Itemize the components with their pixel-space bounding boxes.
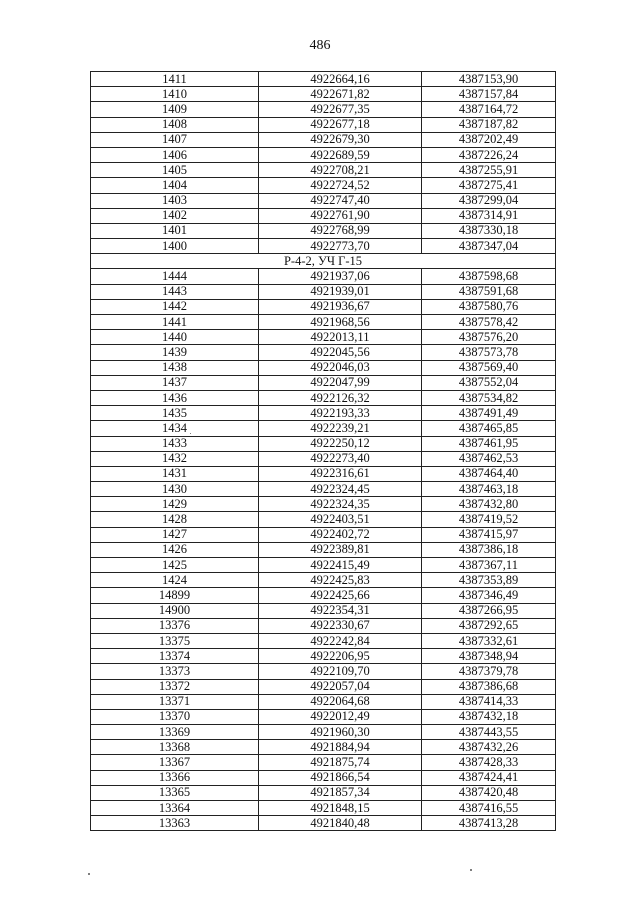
point-number-cell: 1406 — [91, 147, 259, 162]
table-row — [91, 603, 556, 618]
x-coordinate-cell: 4922316,61 — [259, 466, 422, 481]
x-coordinate-cell: 4922724,52 — [259, 178, 422, 193]
table-row — [91, 527, 556, 542]
table-row — [91, 512, 556, 527]
x-coordinate-cell: 4922064,68 — [259, 694, 422, 709]
point-number-cell: 1438 — [91, 360, 259, 375]
table-row — [91, 345, 556, 360]
table-row — [91, 588, 556, 603]
x-coordinate-cell: 4921875,74 — [259, 755, 422, 770]
table-row — [91, 542, 556, 557]
table-row — [91, 72, 556, 87]
y-coordinate-cell: 4387573,78 — [422, 345, 556, 360]
point-number-cell: 1411 — [91, 72, 259, 87]
point-number-cell: 1409 — [91, 102, 259, 117]
y-coordinate-cell: 4387386,18 — [422, 542, 556, 557]
point-number-cell: 13375 — [91, 633, 259, 648]
table-row — [91, 375, 556, 390]
point-number-cell: 1426 — [91, 542, 259, 557]
point-number-cell: 1439 — [91, 345, 259, 360]
table-row — [91, 406, 556, 421]
point-number-cell: 13368 — [91, 740, 259, 755]
y-coordinate-cell: 4387598,68 — [422, 269, 556, 284]
x-coordinate-cell: 4922239,21 — [259, 421, 422, 436]
y-coordinate-cell: 4387461,95 — [422, 436, 556, 451]
x-coordinate-cell: 4922045,56 — [259, 345, 422, 360]
point-number-cell: 1432 — [91, 451, 259, 466]
y-coordinate-cell: 4387424,41 — [422, 770, 556, 785]
y-coordinate-cell: 4387552,04 — [422, 375, 556, 390]
table-row — [91, 193, 556, 208]
y-coordinate-cell: 4387465,85 — [422, 421, 556, 436]
point-number-cell: 1436 — [91, 390, 259, 405]
table-row — [91, 770, 556, 785]
x-coordinate-cell: 4922425,66 — [259, 588, 422, 603]
x-coordinate-cell: 4922242,84 — [259, 633, 422, 648]
table-row — [91, 497, 556, 512]
x-coordinate-cell: 4921936,67 — [259, 299, 422, 314]
point-number-cell: 1434 — [91, 421, 259, 436]
table-row — [91, 573, 556, 588]
x-coordinate-cell: 4922324,45 — [259, 482, 422, 497]
y-coordinate-cell: 4387153,90 — [422, 72, 556, 87]
x-coordinate-cell: 4922689,59 — [259, 147, 422, 162]
point-number-cell: 1431 — [91, 466, 259, 481]
point-number-cell: 1403 — [91, 193, 259, 208]
y-coordinate-cell: 4387292,65 — [422, 618, 556, 633]
y-coordinate-cell: 4387419,52 — [422, 512, 556, 527]
y-coordinate-cell: 4387462,53 — [422, 451, 556, 466]
x-coordinate-cell: 4922679,30 — [259, 132, 422, 147]
point-number-cell: 1407 — [91, 132, 259, 147]
table-row — [91, 330, 556, 345]
point-number-cell: 1410 — [91, 87, 259, 102]
x-coordinate-cell: 4921939,01 — [259, 284, 422, 299]
point-number-cell: 13370 — [91, 709, 259, 724]
point-number-cell: 1402 — [91, 208, 259, 223]
table-row — [91, 299, 556, 314]
table-row — [91, 421, 556, 436]
x-coordinate-cell: 4922206,95 — [259, 649, 422, 664]
point-number-cell: 1428 — [91, 512, 259, 527]
y-coordinate-cell: 4387432,80 — [422, 497, 556, 512]
table-row — [91, 239, 556, 254]
table-row — [91, 664, 556, 679]
scan-speck — [470, 869, 472, 871]
y-coordinate-cell: 4387332,61 — [422, 633, 556, 648]
table-row — [91, 436, 556, 451]
point-number-cell: 1440 — [91, 330, 259, 345]
point-number-cell: 1443 — [91, 284, 259, 299]
y-coordinate-cell: 4387164,72 — [422, 102, 556, 117]
point-number-cell: 14899 — [91, 588, 259, 603]
y-coordinate-cell: 4387255,91 — [422, 163, 556, 178]
point-number-cell: 13363 — [91, 816, 259, 831]
y-coordinate-cell: 4387591,68 — [422, 284, 556, 299]
table-row — [91, 755, 556, 770]
point-number-cell: 13376 — [91, 618, 259, 633]
x-coordinate-cell: 4922250,12 — [259, 436, 422, 451]
table-row — [91, 801, 556, 816]
y-coordinate-cell: 4387413,28 — [422, 816, 556, 831]
table-row — [91, 223, 556, 238]
y-coordinate-cell: 4387443,55 — [422, 725, 556, 740]
x-coordinate-cell: 4922402,72 — [259, 527, 422, 542]
table-row — [91, 132, 556, 147]
point-number-cell: 1441 — [91, 315, 259, 330]
y-coordinate-cell: 4387386,68 — [422, 679, 556, 694]
y-coordinate-cell: 4387428,33 — [422, 755, 556, 770]
table-row — [91, 360, 556, 375]
table-row — [91, 633, 556, 648]
coordinates-table — [90, 71, 556, 831]
point-number-cell: 1408 — [91, 117, 259, 132]
point-number-cell: 13366 — [91, 770, 259, 785]
table-row — [91, 679, 556, 694]
point-number-cell: 13365 — [91, 785, 259, 800]
table-row — [91, 147, 556, 162]
table-row — [91, 208, 556, 223]
table-row — [91, 117, 556, 132]
table-row — [91, 618, 556, 633]
x-coordinate-cell: 4921937,06 — [259, 269, 422, 284]
x-coordinate-cell: 4922330,67 — [259, 618, 422, 633]
y-coordinate-cell: 4387266,95 — [422, 603, 556, 618]
y-coordinate-cell: 4387187,82 — [422, 117, 556, 132]
x-coordinate-cell: 4922671,82 — [259, 87, 422, 102]
y-coordinate-cell: 4387464,40 — [422, 466, 556, 481]
section-heading-row — [91, 254, 556, 269]
y-coordinate-cell: 4387330,18 — [422, 223, 556, 238]
point-number-cell: 13369 — [91, 725, 259, 740]
y-coordinate-cell: 4387346,49 — [422, 588, 556, 603]
point-number-cell: 1430 — [91, 482, 259, 497]
x-coordinate-cell: 4922677,18 — [259, 117, 422, 132]
table-row — [91, 694, 556, 709]
table-row — [91, 451, 556, 466]
x-coordinate-cell: 4922415,49 — [259, 558, 422, 573]
x-coordinate-cell: 4922389,81 — [259, 542, 422, 557]
point-number-cell: 1400 — [91, 239, 259, 254]
table-row — [91, 725, 556, 740]
point-number-cell: 1424 — [91, 573, 259, 588]
y-coordinate-cell: 4387569,40 — [422, 360, 556, 375]
point-number-cell: 1405 — [91, 163, 259, 178]
y-coordinate-cell: 4387275,41 — [422, 178, 556, 193]
x-coordinate-cell: 4921857,34 — [259, 785, 422, 800]
table-row — [91, 390, 556, 405]
table-row — [91, 466, 556, 481]
y-coordinate-cell: 4387415,97 — [422, 527, 556, 542]
page-number: 486 — [309, 38, 331, 53]
table-row — [91, 816, 556, 831]
y-coordinate-cell: 4387534,82 — [422, 390, 556, 405]
y-coordinate-cell: 4387226,24 — [422, 147, 556, 162]
point-number-cell: 1442 — [91, 299, 259, 314]
x-coordinate-cell: 4922013,11 — [259, 330, 422, 345]
y-coordinate-cell: 4387367,11 — [422, 558, 556, 573]
point-number-cell: 13367 — [91, 755, 259, 770]
x-coordinate-cell: 4921848,15 — [259, 801, 422, 816]
x-coordinate-cell: 4922273,40 — [259, 451, 422, 466]
point-number-cell: 13371 — [91, 694, 259, 709]
y-coordinate-cell: 4387202,49 — [422, 132, 556, 147]
x-coordinate-cell: 4922012,49 — [259, 709, 422, 724]
y-coordinate-cell: 4387580,76 — [422, 299, 556, 314]
y-coordinate-cell: 4387463,18 — [422, 482, 556, 497]
y-coordinate-cell: 4387432,18 — [422, 709, 556, 724]
x-coordinate-cell: 4922403,51 — [259, 512, 422, 527]
table-row — [91, 558, 556, 573]
table-row — [91, 709, 556, 724]
x-coordinate-cell: 4922046,03 — [259, 360, 422, 375]
scan-speck — [88, 873, 90, 875]
table-row — [91, 87, 556, 102]
table-row — [91, 315, 556, 330]
x-coordinate-cell: 4922747,40 — [259, 193, 422, 208]
x-coordinate-cell: 4922109,70 — [259, 664, 422, 679]
x-coordinate-cell: 4922677,35 — [259, 102, 422, 117]
x-coordinate-cell: 4921968,56 — [259, 315, 422, 330]
y-coordinate-cell: 4387414,33 — [422, 694, 556, 709]
x-coordinate-cell: 4921884,94 — [259, 740, 422, 755]
x-coordinate-cell: 4922324,35 — [259, 497, 422, 512]
table-row — [91, 785, 556, 800]
y-coordinate-cell: 4387157,84 — [422, 87, 556, 102]
point-number-cell: 13364 — [91, 801, 259, 816]
y-coordinate-cell: 4387432,26 — [422, 740, 556, 755]
table-row — [91, 163, 556, 178]
x-coordinate-cell: 4922193,33 — [259, 406, 422, 421]
coordinates-table-body — [91, 72, 556, 831]
table-row — [91, 178, 556, 193]
x-coordinate-cell: 4921840,48 — [259, 816, 422, 831]
x-coordinate-cell: 4922047,99 — [259, 375, 422, 390]
y-coordinate-cell: 4387348,94 — [422, 649, 556, 664]
table-row — [91, 482, 556, 497]
x-coordinate-cell: 4922354,31 — [259, 603, 422, 618]
table-row — [91, 269, 556, 284]
point-number-cell: 1444 — [91, 269, 259, 284]
point-number-cell: 1429 — [91, 497, 259, 512]
y-coordinate-cell: 4387416,55 — [422, 801, 556, 816]
x-coordinate-cell: 4922773,70 — [259, 239, 422, 254]
point-number-cell: 1427 — [91, 527, 259, 542]
point-number-cell: 14900 — [91, 603, 259, 618]
point-number-cell: 1437 — [91, 375, 259, 390]
y-coordinate-cell: 4387576,20 — [422, 330, 556, 345]
point-number-cell: 13372 — [91, 679, 259, 694]
x-coordinate-cell: 4921960,30 — [259, 725, 422, 740]
table-row — [91, 102, 556, 117]
y-coordinate-cell: 4387347,04 — [422, 239, 556, 254]
y-coordinate-cell: 4387379,78 — [422, 664, 556, 679]
table-row — [91, 284, 556, 299]
x-coordinate-cell: 4922664,16 — [259, 72, 422, 87]
point-number-cell: 1404 — [91, 178, 259, 193]
x-coordinate-cell: 4922425,83 — [259, 573, 422, 588]
point-number-cell: 1425 — [91, 558, 259, 573]
y-coordinate-cell: 4387299,04 — [422, 193, 556, 208]
y-coordinate-cell: 4387353,89 — [422, 573, 556, 588]
y-coordinate-cell: 4387420,48 — [422, 785, 556, 800]
point-number-cell: 13374 — [91, 649, 259, 664]
y-coordinate-cell: 4387578,42 — [422, 315, 556, 330]
x-coordinate-cell: 4921866,54 — [259, 770, 422, 785]
table-row — [91, 649, 556, 664]
y-coordinate-cell: 4387491,49 — [422, 406, 556, 421]
x-coordinate-cell: 4922768,99 — [259, 223, 422, 238]
table-row — [91, 740, 556, 755]
x-coordinate-cell: 4922057,04 — [259, 679, 422, 694]
point-number-cell: 1433 — [91, 436, 259, 451]
y-coordinate-cell: 4387314,91 — [422, 208, 556, 223]
x-coordinate-cell: 4922708,21 — [259, 163, 422, 178]
point-number-cell: 1435 — [91, 406, 259, 421]
point-number-cell: 1401 — [91, 223, 259, 238]
x-coordinate-cell: 4922761,90 — [259, 208, 422, 223]
section-heading: Р-4-2, УЧ Г-15 — [91, 254, 556, 269]
scan-speck — [190, 433, 191, 434]
point-number-cell: 13373 — [91, 664, 259, 679]
x-coordinate-cell: 4922126,32 — [259, 390, 422, 405]
